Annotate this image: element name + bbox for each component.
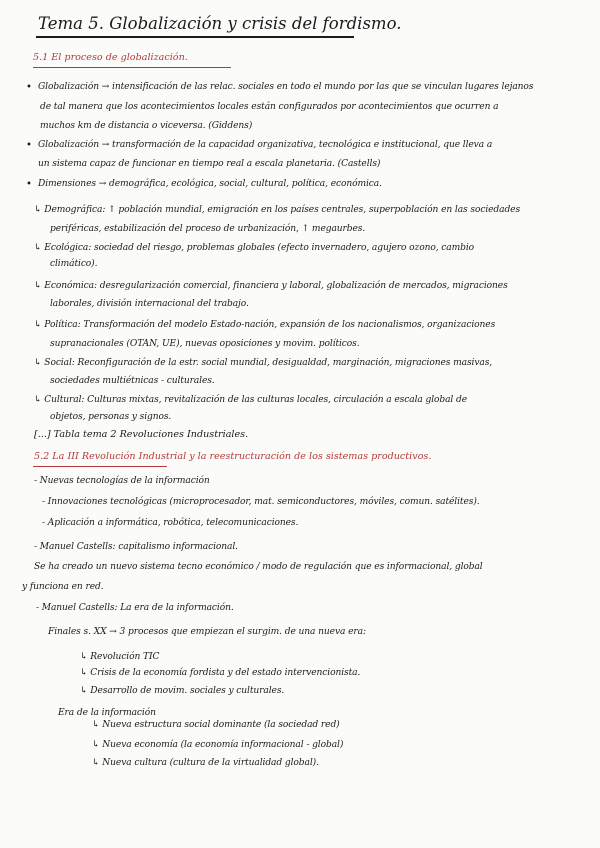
- text-line: ↳ Revolución TIC: [80, 652, 160, 662]
- text-line: de tal manera que los acontecimientos locales están configurados por acontecimientos que ocurren a: [40, 102, 499, 112]
- text-line: ↳ Crisis de la economía fordista y del estado intervencionista.: [80, 668, 361, 678]
- text-line: Era de la información: [58, 708, 156, 718]
- text-line: y funciona en red.: [22, 582, 104, 592]
- text-line: ↳ Nueva economía (la economía informacional - global): [92, 740, 344, 750]
- text-line: ↳ Ecológica: sociedad del riesgo, problemas globales (efecto invernadero, agujero ozono, cambio: [34, 243, 475, 253]
- text-line: [...] Tabla tema 2 Revoluciones Industriales.: [34, 429, 249, 440]
- text-line: Dimensiones → demográfica, ecológica, social, cultural, política, económica.: [38, 179, 382, 189]
- text-line: muchos km de distancia o viceversa. (Giddens): [40, 121, 253, 131]
- text-line: ↳ Política: Transformación del modelo Estado-nación, expansión de los nacionalismos, organizaciones: [34, 320, 496, 330]
- text-line: - Aplicación a informática, robótica, telecomunicaciones.: [42, 518, 299, 528]
- text-line: ↳ Nueva cultura (cultura de la virtualidad global).: [92, 758, 319, 768]
- text-line: - Innovaciones tecnológicas (microprocesador, mat. semiconductores, móviles, comun. satélites).: [42, 497, 480, 507]
- bullet: •: [26, 82, 32, 93]
- title-underline: [36, 36, 354, 38]
- text-line: laborales, división internacional del trabajo.: [50, 299, 249, 309]
- text-line: un sistema capaz de funcionar en tiempo real a escala planetaria. (Castells): [38, 159, 381, 169]
- text-line: - Manuel Castells: La era de la información.: [36, 603, 234, 613]
- text-line: ↳ Cultural: Culturas mixtas, revitalización de las culturas locales, circulación a escala global de: [34, 395, 468, 405]
- text-line: ↳ Demográfica: ↑ población mundial, emigración en los países centrales, superpoblación en las sociedades: [34, 205, 521, 215]
- section-2-underline: [33, 466, 167, 467]
- bullet: •: [26, 179, 32, 190]
- text-line: sociedades multiétnicas - culturales.: [50, 376, 215, 386]
- section-1-underline: [33, 67, 231, 68]
- text-line: Globalización → intensificación de las relac. sociales en todo el mundo por las que se vinculan lugares lejanos: [38, 82, 534, 92]
- text-line: periféricas, estabilización del proceso de urbanización, ↑ megaurbes.: [50, 224, 366, 234]
- text-line: Se ha creado un nuevo sistema tecno económico / modo de regulación que es informacional, global: [34, 562, 483, 572]
- text-line: ↳ Económica: desregularización comercial, financiera y laboral, globalización de mercados, migraciones: [34, 281, 508, 291]
- text-line: objetos, personas y signos.: [50, 412, 172, 422]
- section-heading-2: 5.2 La III Revolución Industrial y la reestructuración de los sistemas productivos.: [34, 451, 432, 462]
- text-line: ↳ Social: Reconfiguración de la estr. social mundial, desigualdad, marginación, migraciones masivas,: [34, 358, 493, 368]
- section-heading-1: 5.1 El proceso de globalización.: [33, 52, 188, 63]
- page-title: Tema 5. Globalización y crisis del fordismo.: [38, 14, 402, 33]
- text-line: climático).: [50, 259, 98, 269]
- text-line: - Manuel Castells: capitalismo informacional.: [34, 542, 238, 552]
- text-line: ↳ Desarrollo de movim. sociales y culturales.: [80, 686, 285, 696]
- text-line: Globalización → transformación de la capacidad organizativa, tecnológica e institucional, que lleva a: [38, 140, 493, 150]
- bullet: •: [26, 140, 32, 151]
- text-line: supranacionales (OTAN, UE), nuevas oposiciones y movim. políticos.: [50, 339, 360, 349]
- text-line: Finales s. XX → 3 procesos que empiezan el surgim. de una nueva era:: [48, 627, 366, 637]
- text-line: ↳ Nueva estructura social dominante (la sociedad red): [92, 720, 340, 730]
- text-line: - Nuevas tecnologías de la información: [34, 476, 210, 486]
